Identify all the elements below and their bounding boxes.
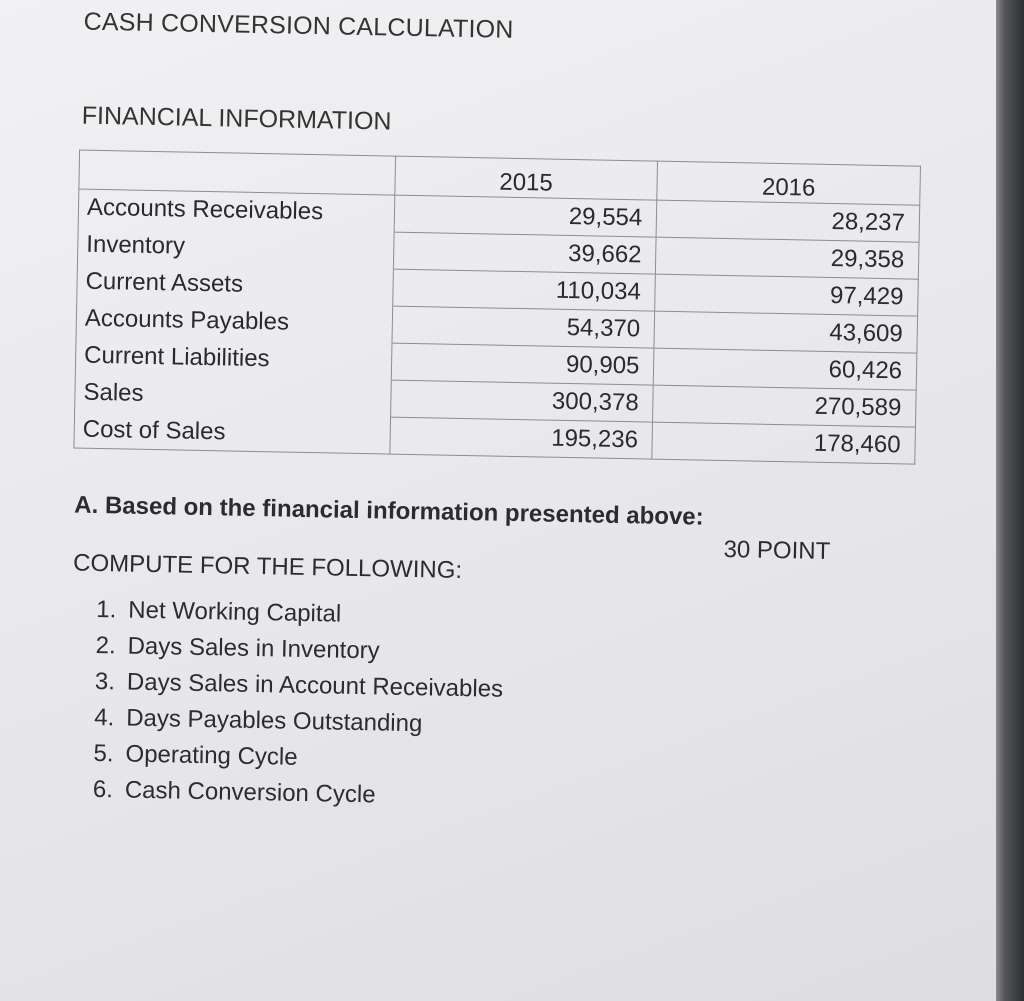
value-2015: 90,905 — [391, 343, 654, 385]
points-label: 30 POINT — [723, 535, 831, 566]
header-label-cell — [79, 150, 395, 195]
section-title: FINANCIAL INFORMATION — [81, 101, 392, 136]
item-text: Days Sales in Account Receivables — [126, 668, 504, 703]
item-text: Cash Conversion Cycle — [124, 776, 376, 809]
item-number: 2. — [95, 631, 116, 660]
item-number: 5. — [93, 739, 114, 768]
item-number: 4. — [93, 703, 115, 732]
value-2015: 195,236 — [390, 417, 653, 459]
monitor-bezel — [996, 0, 1024, 1001]
row-label: Cost of Sales — [74, 411, 390, 454]
value-2015: 29,554 — [394, 195, 657, 237]
value-2016: 60,426 — [654, 348, 917, 390]
row-label: Current Liabilities — [75, 337, 391, 380]
value-2016: 29,358 — [656, 237, 919, 279]
row-label: Inventory — [77, 226, 393, 269]
item-text: Operating Cycle — [125, 740, 298, 771]
value-2015: 39,662 — [393, 232, 656, 274]
header-2015: 2015 — [394, 156, 657, 200]
question-prompt: A. Based on the financial information presented above: — [74, 491, 704, 531]
value-2016: 28,237 — [656, 200, 919, 242]
value-2016: 270,589 — [653, 385, 916, 427]
item-text: Days Payables Outstanding — [125, 704, 423, 738]
row-label: Accounts Receivables — [78, 189, 394, 232]
item-text: Days Sales in Inventory — [127, 632, 380, 665]
item-number: 1. — [96, 595, 117, 624]
header-2016: 2016 — [657, 161, 920, 205]
task-list — [93, 592, 505, 816]
document-title: CASH CONVERSION CALCULATION — [83, 7, 514, 44]
row-label: Sales — [75, 374, 391, 417]
value-2016: 97,429 — [655, 274, 918, 316]
item-number: 3. — [94, 667, 116, 696]
row-label: Accounts Payables — [76, 300, 392, 343]
value-2016: 43,609 — [654, 311, 917, 353]
value-2015: 110,034 — [392, 269, 655, 311]
compute-heading: COMPUTE FOR THE FOLLOWING: — [72, 549, 463, 584]
item-number: 6. — [92, 775, 114, 804]
value-2015: 300,378 — [390, 380, 653, 422]
financial-table — [73, 150, 921, 465]
value-2016: 178,460 — [652, 422, 915, 464]
row-label: Current Assets — [77, 263, 393, 306]
value-2015: 54,370 — [392, 306, 655, 348]
list-item — [93, 772, 502, 816]
item-text: Net Working Capital — [128, 596, 342, 628]
